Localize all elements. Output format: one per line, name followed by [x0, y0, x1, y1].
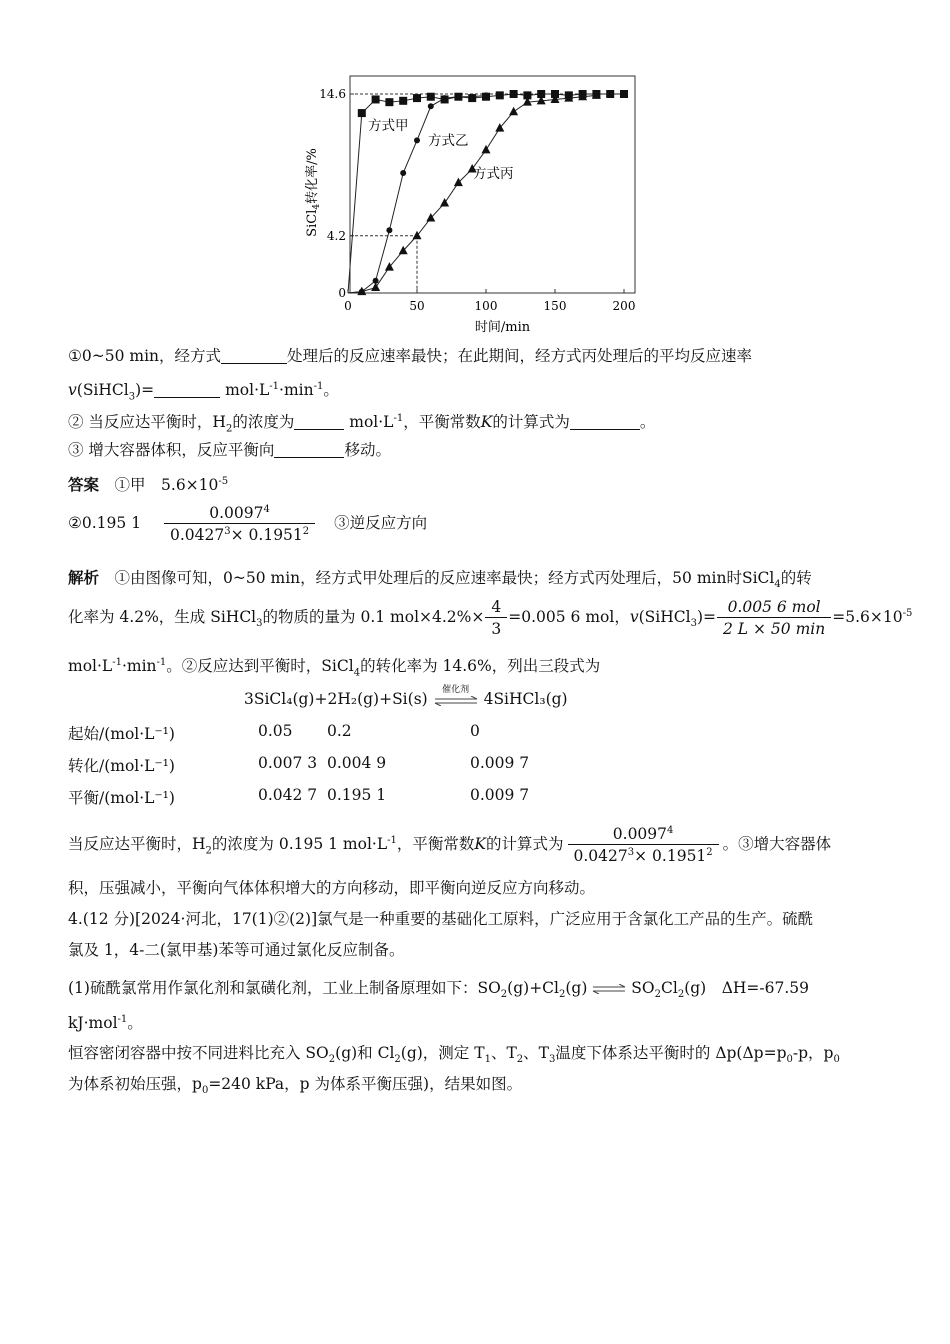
analysis-p5: 积，压强减小，平衡向气体体积增大的方向移动，即平衡向逆反应方向移动。 [68, 879, 596, 897]
question-line-4 [68, 439, 391, 461]
q4-l3b: 2 [500, 989, 508, 1001]
series-label: 方式乙 [428, 133, 469, 149]
analysis-p1: ①由图像可知，0~50 min，经方式甲处理后的反应速率最快；经方式丙处理后，50 min时SiCl [114, 569, 775, 587]
q1-text-a: ①0~50 min，经方式 [68, 347, 222, 365]
q2-sup-b: -1 [313, 381, 324, 392]
k-num-exp: 4 [263, 504, 270, 515]
y-tick-label: 4.2 [326, 228, 346, 243]
analysis-p1-end: 的转 [780, 569, 812, 587]
data-point-square [620, 90, 628, 98]
x-axis-label: 时间/min [474, 320, 531, 335]
table-cell-c1: 0.042 7 [258, 786, 318, 804]
data-point-triangle [440, 198, 449, 207]
y-label-rest: 转化率/% [305, 148, 320, 204]
k-num: 0.0097 [209, 504, 264, 523]
analysis-line-3 [68, 652, 600, 684]
answer-blank-3[interactable] [294, 413, 344, 430]
answer-line-2 [68, 504, 427, 544]
y-tick-label: 14.6 [319, 87, 346, 101]
data-point-square [372, 95, 380, 103]
k-den-a: 0.0427 [170, 526, 225, 545]
analysis-p4h: 。③增大容器体 [722, 835, 832, 854]
answer-label: 答案 [68, 475, 100, 495]
analysis-k: K [474, 835, 486, 854]
k2-num: 0.0097 [612, 825, 668, 844]
answer-blank-4[interactable] [570, 413, 640, 430]
k2-num-exp: 4 [667, 825, 674, 836]
q4-l5h: 2 [516, 1054, 524, 1066]
x-tick-label: 0 [344, 299, 352, 313]
x-tick-label: 50 [409, 299, 425, 313]
q4-l3i: 2 [677, 989, 685, 1001]
q2-unit-b: ·min [279, 381, 314, 400]
data-point-square [606, 90, 614, 98]
series-label: 方式甲 [368, 118, 409, 134]
analysis-line-1 [68, 567, 812, 596]
q3-end: 。 [639, 413, 656, 432]
table-cell-label: 起始/(mol·L⁻¹) [68, 725, 175, 743]
q4-l6c: =240 kPa，p 为体系平衡压强)，结果如图。 [208, 1075, 523, 1093]
analysis-p4d: -1 [387, 835, 397, 846]
analysis-line-5 [68, 877, 595, 899]
x-tick-label: 100 [474, 299, 498, 313]
q4-line-4 [68, 1009, 143, 1034]
q4-line-3 [68, 977, 809, 1006]
q2-unit-a: mol·L [220, 381, 270, 400]
q4-l3a: (1)硫酰氯常用作氯化剂和氯磺化剂，工业上制备原理如下：SO [68, 979, 501, 997]
fraction-4-3-den: 3 [491, 620, 502, 638]
answer-line-1 [68, 471, 228, 496]
answer-blank-2[interactable] [154, 381, 220, 398]
data-point-square [358, 109, 366, 117]
answer-2: ②0.195 1 [68, 514, 142, 533]
question-line-2 [68, 376, 339, 408]
chart-svg [300, 68, 650, 340]
q4-l1: 4.(12 分)[2024·河北，17(1)②(2)]氯气是一种重要的基础化工原料，广泛应用于含氯化工产品的生产。硫酰 [68, 910, 814, 928]
analysis-p4e: ，平衡常数 [396, 835, 475, 854]
q4-l5k: 温度下体系达平衡时的 Δp(Δp=p [555, 1044, 787, 1062]
q4-l5g: 、T [490, 1044, 517, 1062]
k2-den-b-exp: 2 [706, 847, 713, 859]
analysis-p2a: 化率为 4.2%，生成 SiHCl [68, 608, 257, 626]
analysis-p3a: mol·L [68, 657, 113, 676]
q4-l3e: (g) [565, 979, 588, 997]
q2-v: v [68, 381, 77, 400]
table-cell-c3: 0.009 7 [470, 786, 530, 804]
analysis-p4c: 的浓度为 0.195 1 mol·L [211, 835, 388, 854]
data-point-circle [428, 103, 434, 109]
rate-den: 2 L × 50 min [723, 620, 826, 638]
k2-den-a: 0.0427 [573, 847, 628, 866]
k-den-b: × 0.1951 [230, 526, 303, 545]
table-cell-label: 转化/(mol·L⁻¹) [68, 757, 175, 775]
equation-left: 3SiCl₄(g)+2H₂(g)+Si(s) [244, 690, 428, 708]
q3-sup: -1 [393, 413, 404, 424]
analysis-p4a: 当反应达平衡时，H [68, 835, 206, 854]
data-point-circle [400, 170, 406, 176]
q4-l4b: -1 [117, 1014, 128, 1025]
q4-l5n: 0 [833, 1054, 840, 1066]
table-cell-c3: 0.009 7 [470, 754, 530, 772]
table-cell-c3: 0 [470, 722, 480, 740]
data-point-square [385, 98, 393, 106]
table-cell-c1: 0.007 3 [258, 754, 318, 772]
analysis-line-2 [68, 598, 912, 638]
data-point-square [413, 94, 421, 102]
analysis-p3e: 。②反应达到平衡时，SiCl [166, 657, 354, 676]
equilibrium-arrow [433, 685, 479, 707]
table-cell-c2: 0.195 1 [327, 786, 387, 804]
data-point-square [510, 90, 518, 98]
q3-unit: mol·L [344, 413, 394, 432]
q4-l5c: (g)和 Cl [335, 1044, 395, 1062]
q4-text-a: ③ 增大容器体积，反应平衡向 [68, 441, 275, 459]
analysis-label: 解析 [68, 568, 100, 587]
q4-line-5 [68, 1042, 840, 1071]
q3-text-c: ，平衡常数 [403, 413, 481, 432]
q4-l3g: 2 [654, 989, 661, 1001]
x-tick-label: 150 [543, 299, 567, 313]
data-point-circle [414, 137, 420, 143]
q4-l4c: 。 [127, 1014, 143, 1033]
q4-l2: 氯及 1，4-二(氯甲基)苯等可通过氯化反应制备。 [68, 941, 405, 959]
data-point-circle [469, 94, 475, 100]
conversion-chart [300, 68, 650, 340]
q2-sub: 3 [128, 391, 136, 403]
q4-l3c: (g)+Cl [507, 979, 559, 997]
plot-frame [350, 76, 635, 293]
q4-l5d: 2 [394, 1054, 401, 1066]
x-tick-label: 200 [612, 299, 636, 313]
equilibrium-arrow-icon [433, 696, 479, 706]
analysis-p2f-sup: -5 [902, 607, 913, 619]
q2-eq: )= [135, 381, 155, 400]
fraction-4-3 [485, 598, 507, 638]
q4-l3f: SO [631, 979, 655, 997]
q4-l3j: (g) ΔH=-67.59 [684, 979, 810, 997]
q4-l5i: 、T [523, 1044, 550, 1062]
data-point-square [427, 93, 435, 101]
q4-line-1 [68, 908, 813, 930]
question-line-1 [68, 345, 752, 367]
data-point-square [399, 97, 407, 105]
fraction-4-3-num: 4 [485, 598, 507, 618]
rate-fraction [717, 598, 831, 638]
rate-num: 0.005 6 mol [717, 598, 831, 618]
answer-blank-1[interactable] [221, 347, 287, 364]
q3-k: K [480, 413, 493, 432]
q4-l5a: 恒容密闭容器中按不同进料比充入 SO [68, 1044, 329, 1062]
q4-l5f: 1 [484, 1054, 491, 1066]
q3-sub: 2 [225, 423, 233, 435]
analysis-p3f: 4 [353, 667, 361, 679]
analysis-p4b: 2 [205, 845, 212, 857]
q4-l5j: 3 [549, 1054, 556, 1066]
analysis-p3c: ·min [121, 657, 157, 676]
data-point-circle [442, 95, 448, 101]
answer-1-exp: -5 [218, 476, 229, 487]
table-cell-c2: 0.2 [327, 722, 352, 740]
analysis-p3d: -1 [156, 657, 167, 668]
data-point-triangle [509, 107, 518, 116]
table-cell-c1: 0.05 [258, 722, 293, 740]
q4-l5e: (g)，测定 T [400, 1044, 485, 1062]
analysis-p3g: 的转化率为 14.6%，列出三段式为 [360, 657, 601, 676]
q4-l5l: 0 [786, 1054, 793, 1066]
question-line-3 [68, 408, 655, 440]
q3-text-d: 的计算式为 [492, 413, 570, 432]
analysis-p2f: =5.6×10 [832, 608, 903, 626]
table-cell-c2: 0.004 9 [327, 754, 387, 772]
q3-text-a: ② 当反应达平衡时，H [68, 413, 226, 432]
analysis-p4g: 的计算式为 [486, 835, 564, 854]
analysis-p2b: 的物质的量为 0.1 mol×4.2%× [262, 608, 485, 626]
analysis-v: v [629, 608, 639, 626]
answer-blank-5[interactable] [274, 441, 344, 458]
answer-1: ①甲 5.6×10 [114, 476, 219, 495]
table-cell-label: 平衡/(mol·L⁻¹) [68, 789, 175, 807]
data-point-square [496, 91, 504, 99]
series-label: 方式丙 [473, 166, 514, 182]
q4-l4a: kJ·mol [68, 1014, 118, 1033]
k2-den-b: × 0.1951 [634, 847, 707, 866]
data-point-circle [386, 227, 392, 233]
y-axis-label [305, 148, 322, 237]
k-expression-fraction-2 [568, 825, 719, 865]
q2-sihcl: (SiHCl [76, 381, 129, 400]
q3-text-b: 的浓度为 [232, 413, 295, 432]
y-label-sub: 4 [312, 203, 322, 210]
k-expression-fraction [164, 504, 315, 544]
reaction-equation [244, 685, 568, 708]
analysis-p2-sub: 3 [256, 618, 263, 630]
k2-den-a-exp: 3 [627, 847, 635, 859]
q2-sup-a: -1 [269, 381, 280, 392]
data-point-circle [483, 92, 489, 98]
data-point-circle [455, 94, 461, 100]
analysis-line-4 [68, 825, 831, 865]
y-tick-label: 0 [338, 286, 346, 300]
analysis-p2d-sub: 3 [690, 618, 697, 630]
k-den-a-exp: 3 [224, 526, 231, 538]
analysis-p2e: )= [696, 608, 716, 626]
analysis-p1-sub: 4 [774, 579, 781, 591]
q1-text-b: 处理后的反应速率最快；在此期间，经方式丙处理后的平均反应速率 [287, 347, 753, 365]
y-label-main: SiCl [305, 209, 320, 237]
q4-l3h: Cl [660, 979, 678, 997]
catalyst-label: 催化剂 [442, 685, 470, 695]
reversible-arrow-icon [592, 984, 626, 994]
q4-line-6 [68, 1073, 522, 1102]
analysis-p2c: =0.005 6 mol， [508, 608, 630, 626]
q4-l5b: 2 [328, 1054, 336, 1066]
q4-line-2 [68, 939, 404, 961]
q4-text-b: 移动。 [344, 441, 391, 459]
equation-right: 4SiHCl₃(g) [483, 690, 568, 708]
data-point-triangle [482, 145, 491, 154]
analysis-p2d: (SiHCl [638, 608, 691, 626]
q4-l6a: 为体系初始压强，p [68, 1075, 202, 1093]
q4-l3d: 2 [559, 989, 566, 1001]
q4-l5m: -p，p [792, 1044, 834, 1062]
q4-l6b: 0 [201, 1085, 209, 1097]
analysis-p3b: -1 [112, 657, 122, 668]
k-den-b-exp: 2 [302, 526, 310, 538]
q2-end: 。 [323, 381, 339, 400]
answer-3: ③逆反应方向 [334, 514, 428, 533]
